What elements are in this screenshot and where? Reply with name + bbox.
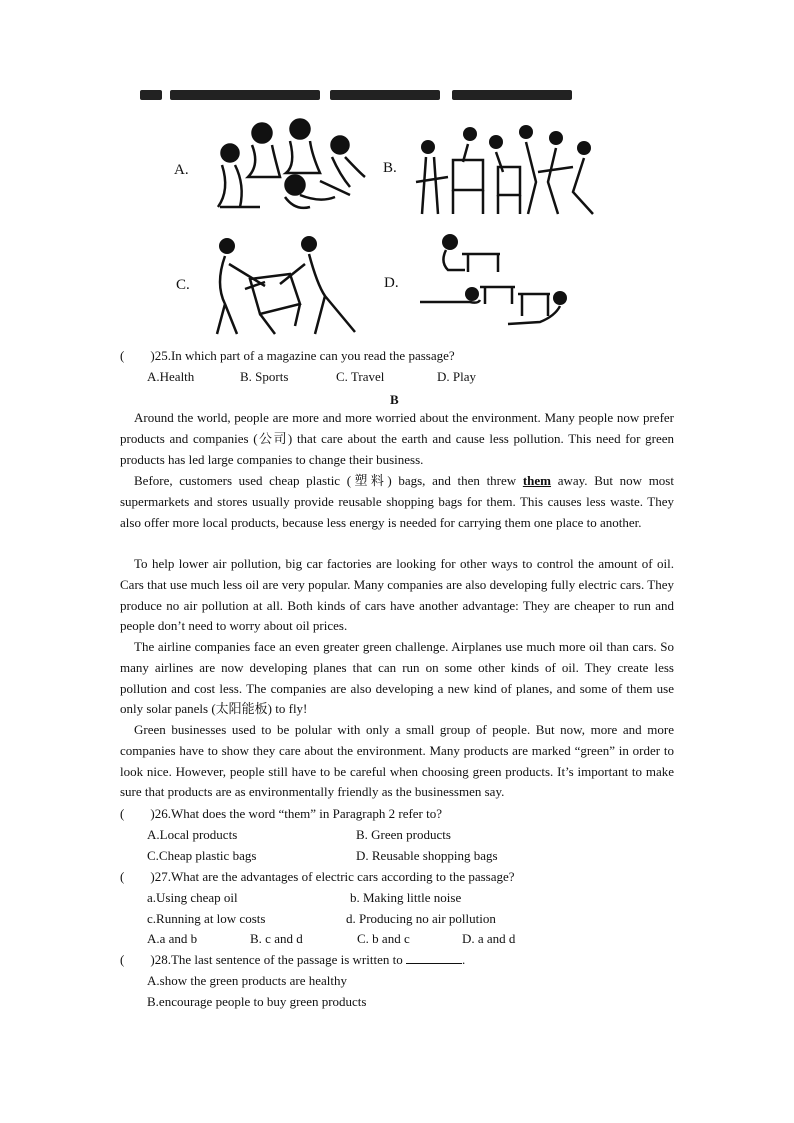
answer-paren-open: ( [120, 806, 125, 821]
picture-b-moving-desks [408, 122, 604, 220]
q26-option-d[interactable]: D. Reusable shopping bags [356, 848, 498, 863]
q25-option-a[interactable]: A.Health [147, 369, 195, 384]
cut-off-question-line [140, 90, 580, 102]
q28-option-a[interactable]: A.show the green products are healthy [147, 973, 347, 988]
q27-option-c[interactable]: C. b and c [357, 931, 410, 946]
picture-label-d: D. [384, 275, 399, 291]
q27-option-b[interactable]: B. c and d [250, 931, 303, 946]
picture-label-b: B. [383, 160, 397, 176]
passage-paragraph-3: To help lower air pollution, big car factories are looking for other ways to control the amount of oil. Cars that use much less oil are very popular. Many companies are also developing fully electric cars. They produce no air pollution at all. Both kinds of cars have another advantage: They are cheaper to run and people don’t need to worry about oil prices. [120, 556, 674, 634]
question-end-period: . [461, 952, 466, 967]
question-stem: What are the advantages of electric cars according to the passage? [170, 869, 515, 884]
paragraph-2-start: Before, customers used cheap plastic (塑料) bags, and then threw [134, 473, 517, 488]
question-stem: The last sentence of the passage is written to [170, 952, 403, 967]
question-number: 25. [154, 348, 171, 363]
answer-paren-close: ) [150, 806, 155, 821]
question-number: 27. [154, 869, 171, 884]
answer-paren-open: ( [120, 869, 125, 884]
picture-a-children-sitting [200, 115, 370, 215]
question-stem: What does the word “them” in Paragraph 2 refer to? [170, 806, 443, 821]
underlined-word-them: them [522, 473, 552, 488]
q27-item-b: b. Making little noise [350, 890, 462, 905]
question-26 [120, 806, 442, 822]
q27-item-d: d. Producing no air pollution [346, 911, 496, 926]
question-25 [120, 348, 455, 364]
paragraph-2-rest: away. But now most supermarkets and stores usually provide reusable shopping bags for them. This causes less waste. They also offer more local products, because less energy is needed for carrying them one place to another. [120, 473, 674, 530]
q27-item-a: a.Using cheap oil [147, 890, 238, 905]
question-number: 26. [154, 806, 171, 821]
section-heading-b: B [390, 392, 399, 407]
q25-option-d[interactable]: D. Play [437, 369, 476, 384]
answer-paren-open: ( [120, 348, 125, 363]
question-number: 28. [154, 952, 171, 967]
q27-option-d[interactable]: D. a and d [462, 931, 516, 946]
q26-option-a[interactable]: A.Local products [147, 827, 238, 842]
question-28 [120, 952, 465, 968]
answer-paren-open: ( [120, 952, 125, 967]
question-27 [120, 869, 515, 885]
passage-paragraph-5: Green businesses used to be polular with only a small group of people. But now, more and more companies have to show they care about the environment. Many products are marked “green” in order to look nice. However, people still have to be careful when choosing green products. It’s important to make sure that products are as environmentally friendly as the businessmen say. [120, 722, 674, 800]
q26-option-c[interactable]: C.Cheap plastic bags [147, 848, 257, 863]
q27-option-a[interactable]: A.a and b [147, 931, 198, 946]
passage-paragraph-4: The airline companies face an even greater green challenge. Airplanes use much more oil than cars. So many airlines are now developing planes that can run on some other kinds of oil. They create less pollution and cost less. The companies are also developing a new kind of planes, and some of them use only solar panels (太阳能板) to fly! [120, 639, 674, 717]
q28-option-b[interactable]: B.encourage people to buy green products [147, 994, 367, 1009]
q25-option-b[interactable]: B. Sports [240, 369, 289, 384]
picture-label-a: A. [174, 162, 189, 178]
q25-option-c[interactable]: C. Travel [336, 369, 385, 384]
question-stem: In which part of a magazine can you read the passage? [170, 348, 455, 363]
answer-paren-close: ) [150, 952, 155, 967]
q27-item-c: c.Running at low costs [147, 911, 266, 926]
fill-in-blank[interactable] [406, 952, 462, 964]
picture-label-c: C. [176, 277, 190, 293]
picture-c-lifting-chair [205, 234, 365, 336]
answer-paren-close: ) [150, 869, 155, 884]
passage-paragraph-2 [120, 471, 674, 533]
answer-paren-close: ) [150, 348, 155, 363]
passage-paragraph-1: Around the world, people are more and more worried about the environment. Many people now prefer products and companies (公司) that care about the earth and cause less pollution. This need for green products has led large companies to change their business. [120, 410, 674, 467]
picture-d-hiding-under-desks [410, 232, 578, 332]
q26-option-b[interactable]: B. Green products [356, 827, 451, 842]
